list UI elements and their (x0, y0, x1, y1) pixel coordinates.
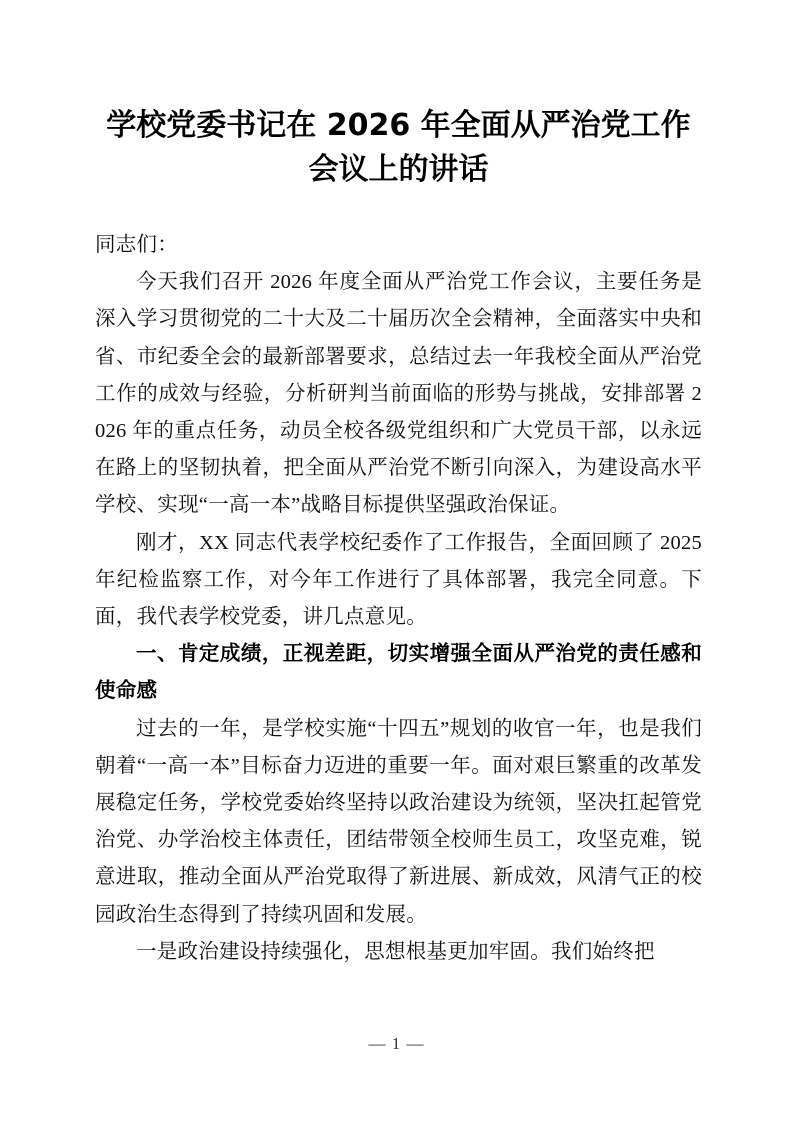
paragraph-opening: 今天我们召开 2026 年度全面从严治党工作会议，主要任务是深入学习贯彻党的二十大及二十届历次全会精神，全面落实中央和省、市纪委全会的最新部署要求，总结过去一年我校全面从严治党工作的成效与经验，分析研判当前面临的形势与挑战，安排部署 2026 年的重点任务，动员全校各级党组织和广大党员干部，以永远在路上的坚韧执着，把全面从严治党不断引向深入，为建设高水平学校、实现“一高一本”战略目标提供坚强政治保证。 (95, 271, 702, 517)
paragraph-section-one-second: 一是政治建设持续强化，思想根基更加牢固。我们始终把 (136, 940, 655, 963)
page-title: 学校党委书记在 2026 年全面从严治党工作会议上的讲话 (106, 108, 691, 187)
paragraph-salutation: 同志们： (95, 234, 178, 256)
document-body (95, 0, 702, 971)
paragraph-section-one-first: 过去的一年，是学校实施“十四五”规划的收官一年，也是我们朝着“一高一本”目标奋力迈进的重要一年。面对艰巨繁重的改革发展稳定任务，学校党委始终坚持以政治建设为统领，坚决扛起管党治党、办学治校主体责任，团结带领全校师生员工，攻坚克难，锐意进取，推动全面从严治党取得了新进展、新成效，风清气正的校园政治生态得到了持续巩固和发展。 (95, 717, 702, 926)
page-number-footer: — 1 — (368, 1034, 425, 1053)
paragraph-report-acknowledgement: 刚才，XX 同志代表学校纪委作了工作报告，全面回顾了 2025 年纪检监察工作，对今年工作进行了具体部署，我完全同意。下面，我代表学校党委，讲几点意见。 (95, 531, 702, 629)
section-heading-one: 一、肯定成绩，正视差距，切实增强全面从严治党的责任感和使命感 (95, 643, 702, 703)
